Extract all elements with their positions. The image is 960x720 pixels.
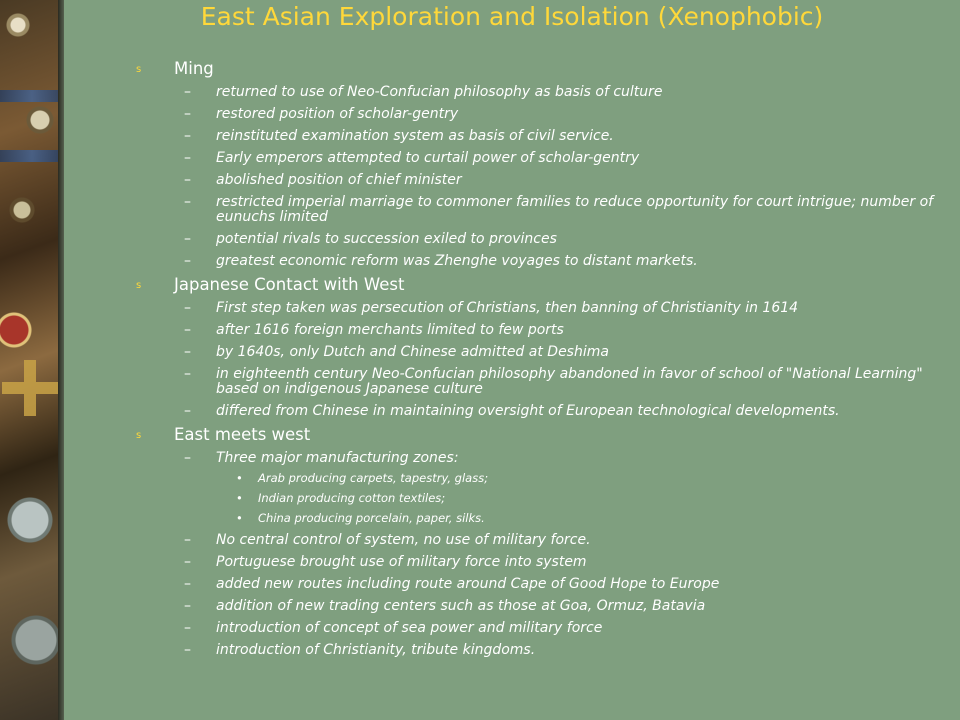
list-item xyxy=(136,345,948,360)
list-item xyxy=(136,173,948,188)
section-heading-text: Ming xyxy=(174,59,214,78)
section-heading-text: East meets west xyxy=(174,425,311,444)
section-heading-ming xyxy=(136,58,948,80)
sub-list-item-text: China producing porcelain, paper, silks. xyxy=(258,511,485,525)
list-item-text: addition of new trading centers such as those at Goa, Ormuz, Batavia xyxy=(216,598,706,614)
section-heading-text: Japanese Contact with West xyxy=(174,275,405,294)
dash-icon: – xyxy=(184,366,191,382)
dash-icon: – xyxy=(184,598,191,614)
sub-list-item-text: Indian producing cotton textiles; xyxy=(258,491,446,505)
list-item xyxy=(136,85,948,100)
section-heading-east-meets-west xyxy=(136,424,948,446)
sub-list-item xyxy=(136,471,948,486)
list-item-text: differed from Chinese in maintaining oversight of European technological developments. xyxy=(216,403,840,419)
list-item-text: First step taken was persecution of Christians, then banning of Christianity in 1614 xyxy=(216,300,799,316)
sub-list-item xyxy=(136,511,948,526)
dash-icon: – xyxy=(184,106,191,122)
sub-list-item-text: Arab producing carpets, tapestry, glass; xyxy=(258,471,489,485)
list-item xyxy=(136,367,948,397)
list-item xyxy=(136,232,948,247)
list-item xyxy=(136,621,948,636)
list-item-text: after 1616 foreign merchants limited to few ports xyxy=(216,322,564,338)
list-item-text: returned to use of Neo-Confucian philosophy as basis of culture xyxy=(216,84,663,100)
bullet-icon: s xyxy=(136,430,142,441)
list-item xyxy=(136,451,948,466)
dash-icon: – xyxy=(184,642,191,658)
dash-icon: – xyxy=(184,231,191,247)
list-item-text: abolished position of chief minister xyxy=(216,172,462,188)
ribbon-decoration xyxy=(0,150,64,162)
decorative-sidebar xyxy=(0,0,64,720)
list-item xyxy=(136,555,948,570)
dash-icon: – xyxy=(184,128,191,144)
sub-list-item xyxy=(136,491,948,506)
list-item xyxy=(136,254,948,269)
list-item xyxy=(136,323,948,338)
list-item-text: introduction of concept of sea power and military force xyxy=(216,620,603,636)
sidebar-edge xyxy=(58,0,64,720)
list-item-text: introduction of Christianity, tribute kingdoms. xyxy=(216,642,536,658)
dash-icon: – xyxy=(184,322,191,338)
list-item-text: Three major manufacturing zones: xyxy=(216,450,459,466)
list-item-text: greatest economic reform was Zhenghe voyages to distant markets. xyxy=(216,253,698,269)
dash-icon: – xyxy=(184,403,191,419)
list-item-text: potential rivals to succession exiled to provinces xyxy=(216,231,557,247)
dot-icon: • xyxy=(236,471,243,485)
slide-title: East Asian Exploration and Isolation (Xenophobic) xyxy=(200,2,824,31)
list-item xyxy=(136,301,948,316)
list-item-text: No central control of system, no use of military force. xyxy=(216,532,591,548)
list-item-text: restored position of scholar-gentry xyxy=(216,106,459,122)
list-item xyxy=(136,643,948,658)
dash-icon: – xyxy=(184,84,191,100)
list-item xyxy=(136,107,948,122)
dash-icon: – xyxy=(184,554,191,570)
list-item xyxy=(136,195,948,225)
dash-icon: – xyxy=(184,532,191,548)
dash-icon: – xyxy=(184,172,191,188)
list-item xyxy=(136,129,948,144)
list-item xyxy=(136,151,948,166)
dash-icon: – xyxy=(184,576,191,592)
slide-body xyxy=(136,57,948,658)
dash-icon: – xyxy=(184,344,191,360)
dash-icon: – xyxy=(184,194,191,210)
bullet-icon: s xyxy=(136,280,142,291)
list-item-text: Portuguese brought use of military force into system xyxy=(216,554,587,570)
dash-icon: – xyxy=(184,620,191,636)
list-item-text: in eighteenth century Neo-Confucian philosophy abandoned in favor of school of "National Learning" based on indigenous Japanese culture xyxy=(216,366,923,397)
bullet-icon: s xyxy=(136,64,142,75)
ribbon-decoration xyxy=(0,90,64,102)
list-item xyxy=(136,404,948,419)
dash-icon: – xyxy=(184,300,191,316)
dot-icon: • xyxy=(236,511,243,525)
list-item xyxy=(136,533,948,548)
list-item-text: by 1640s, only Dutch and Chinese admitted at Deshima xyxy=(216,344,609,360)
list-item-text: Early emperors attempted to curtail power of scholar-gentry xyxy=(216,150,640,166)
list-item xyxy=(136,599,948,614)
dash-icon: – xyxy=(184,450,191,466)
list-item-text: restricted imperial marriage to commoner families to reduce opportunity for court intrigue; number of eunuchs limited xyxy=(216,194,934,225)
dot-icon: • xyxy=(236,491,243,505)
cross-medal-icon xyxy=(2,360,58,416)
dash-icon: – xyxy=(184,150,191,166)
section-heading-japanese-contact xyxy=(136,274,948,296)
list-item xyxy=(136,577,948,592)
dash-icon: – xyxy=(184,253,191,269)
list-item-text: reinstituted examination system as basis of civil service. xyxy=(216,128,614,144)
list-item-text: added new routes including route around Cape of Good Hope to Europe xyxy=(216,576,720,592)
